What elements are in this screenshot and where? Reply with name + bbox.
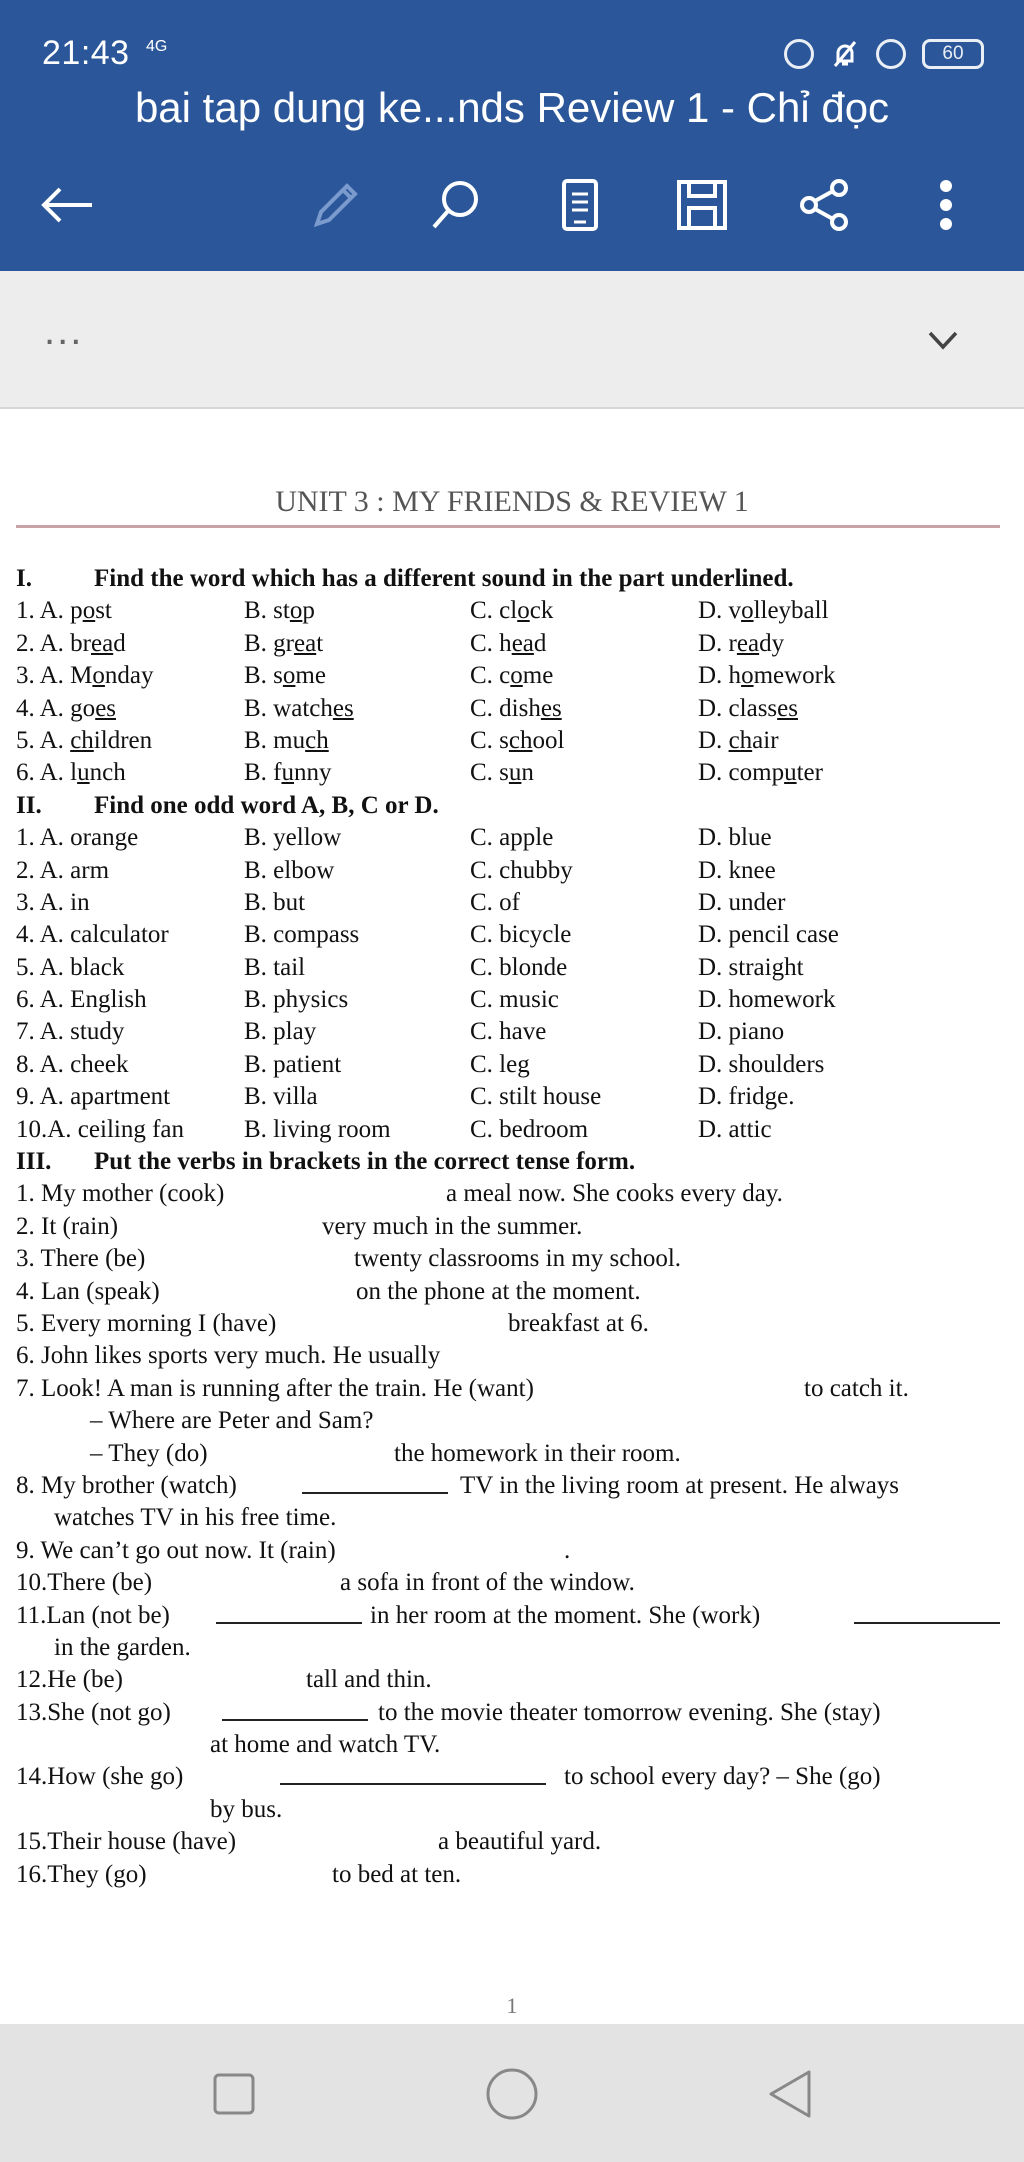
option-d: D. blue (698, 824, 772, 852)
document-title: bai tap dung ke...nds Review 1 - Chỉ đọc (134, 84, 890, 131)
answer-blank[interactable] (280, 1761, 546, 1785)
option-d: D. straight (698, 953, 804, 981)
bell-off-icon (830, 39, 860, 69)
option-c: C. come (470, 662, 554, 690)
data-saver-icon (784, 39, 814, 69)
section-number: III. (16, 1148, 52, 1176)
option-d: D. homework (698, 986, 836, 1014)
option-d: D. attic (698, 1115, 772, 1143)
back-arrow-icon (38, 185, 94, 225)
section-number: I. (16, 565, 32, 592)
option-a: 4. A. goes (16, 694, 117, 722)
option-a: 5. A. children (16, 726, 153, 754)
document-page (0, 409, 1024, 2024)
underlined-sound: es (777, 694, 798, 722)
section-1-heading (16, 563, 1006, 595)
title-divider (16, 525, 1000, 528)
underlined-sound: ch (305, 726, 329, 754)
option-d: D. chair (698, 726, 779, 754)
option-c: C. chubby (470, 856, 573, 884)
question-6: 6. John likes sports very much. He usually (16, 1342, 441, 1370)
section-3-heading (16, 1146, 1006, 1178)
question-8: 8. My brother (watch) TV in the living room at present. He always (16, 1471, 900, 1499)
status-bar (0, 30, 1024, 78)
option-d: D. classes (698, 694, 798, 722)
option-d: D. piano (698, 1018, 785, 1046)
option-b: B. watches (244, 694, 354, 722)
question-row (16, 1081, 1006, 1113)
underlined-sound: u (784, 759, 797, 787)
option-d: D. fridge. (698, 1083, 795, 1111)
question-row (16, 919, 1006, 951)
option-c: C. stilt house (470, 1083, 602, 1111)
option-b: B. much (244, 726, 329, 754)
option-a: 9. A. apartment (16, 1083, 171, 1111)
question-1: 1. My mother (cook) a meal now. She cooks every day. (16, 1180, 783, 1208)
section-title: Find the word which has a different sound in the part underlined. (94, 565, 794, 592)
collapsed-ribbon (0, 271, 1024, 409)
back-triangle-icon (767, 2069, 813, 2119)
underlined-sound: ch (508, 726, 533, 754)
recent-apps-icon (212, 2072, 256, 2116)
status-time: 21:43 (42, 34, 130, 72)
underlined-sound: o (741, 597, 754, 625)
navigation-bar (0, 2024, 1024, 2162)
question-row (16, 952, 1006, 984)
share-button[interactable] (792, 173, 856, 237)
option-b: B. physics (244, 986, 349, 1014)
underlined-sound: ea (511, 629, 534, 657)
edit-button[interactable] (304, 173, 368, 237)
app-bar (0, 0, 1024, 271)
option-a: 3. A. in (16, 888, 90, 916)
question-row (16, 628, 1006, 660)
underlined-sound: ea (91, 629, 114, 657)
underlined-sound: o (510, 662, 523, 690)
option-a: 1. A. orange (16, 824, 139, 852)
option-d: D. knee (698, 856, 776, 884)
question-15: 15.Their house (have) a beautiful yard. (16, 1828, 602, 1856)
question-7: 7. Look! A man is running after the train. He (want) to catch it. (16, 1374, 909, 1402)
option-c: C. dishes (470, 694, 562, 722)
option-d: D. homework (698, 662, 836, 690)
home-icon (485, 2067, 539, 2121)
underlined-sound: ea (736, 629, 760, 657)
more-vert-icon (938, 178, 954, 232)
underlined-sound: o (82, 597, 96, 625)
option-c: C. of (470, 888, 520, 916)
option-d: D. computer (698, 759, 823, 787)
underlined-sound: u (77, 759, 90, 787)
save-icon (675, 178, 729, 232)
option-c: C. leg (470, 1050, 530, 1078)
answer-blank[interactable] (854, 1600, 1000, 1624)
search-icon (428, 177, 484, 233)
option-d: D. pencil case (698, 921, 839, 949)
question-3: 3. There (be) twenty classrooms in my school. (16, 1245, 682, 1273)
option-b: B. play (244, 1018, 317, 1046)
option-a: 6. A. lunch (16, 759, 126, 787)
mobile-view-icon (560, 178, 600, 232)
document-content (16, 563, 1006, 1891)
option-a: 5. A. black (16, 953, 125, 981)
underlined-sound: es (332, 694, 354, 722)
question-row (16, 822, 1006, 854)
section-2-heading (16, 790, 1006, 822)
option-a: 6. A. English (16, 986, 147, 1014)
question-8-cont: watches TV in his free time. (54, 1504, 337, 1532)
option-b: B. yellow (244, 824, 342, 852)
battery-icon: 60 (922, 39, 984, 69)
back-button[interactable] (34, 173, 98, 237)
option-c: C. sun (470, 759, 534, 787)
underlined-sound: es (95, 694, 117, 722)
question-row (16, 725, 1006, 757)
option-c: C. apple (470, 824, 554, 852)
answer-blank[interactable] (216, 1600, 362, 1624)
option-a: 4. A. calculator (16, 921, 169, 949)
option-a: 1. A. post (16, 597, 112, 625)
option-c: C. bicycle (470, 921, 572, 949)
vpn-lock-icon (876, 39, 906, 69)
option-c: C. clock (470, 597, 554, 625)
more-options-button[interactable] (914, 173, 978, 237)
question-14: 14.How (she go) to school every day? – She (go) (16, 1763, 881, 1791)
chevron-down-icon[interactable] (926, 323, 960, 357)
question-5: 5. Every morning I (have) breakfast at 6. (16, 1309, 649, 1337)
question-7-dialog-1: – Where are Peter and Sam? (90, 1407, 374, 1435)
option-a: 8. A. cheek (16, 1050, 129, 1078)
section-number: II. (16, 791, 42, 819)
option-c: C. head (470, 629, 547, 657)
question-13-cont: at home and watch TV. (210, 1731, 441, 1759)
ribbon-more-button[interactable]: ... (44, 309, 84, 353)
option-d: D. ready (698, 629, 785, 657)
question-row (16, 1114, 1006, 1146)
question-9: 9. We can’t go out now. It (rain) . (16, 1536, 571, 1564)
question-row (16, 887, 1006, 919)
option-d: D. volleyball (698, 597, 829, 625)
question-row (16, 984, 1006, 1016)
option-c: C. school (470, 726, 565, 754)
question-12: 12.He (be) tall and thin. (16, 1666, 432, 1694)
option-b: B. tail (244, 953, 306, 981)
question-row (16, 1049, 1006, 1081)
underlined-sound: o (282, 662, 296, 690)
option-b: B. some (244, 662, 326, 690)
answer-blank[interactable] (302, 1470, 448, 1494)
question-4: 4. Lan (speak) on the phone at the moment. (16, 1277, 641, 1305)
underlined-sound: u (281, 759, 294, 787)
page-number: 1 (506, 1993, 518, 2018)
status-icons (784, 34, 984, 74)
option-c: C. bedroom (470, 1115, 589, 1143)
option-b: B. great (244, 629, 324, 657)
option-b: B. but (244, 888, 306, 916)
question-row (16, 855, 1006, 887)
option-d: D. under (698, 888, 786, 916)
toolbar (0, 165, 1024, 245)
share-icon (797, 178, 851, 232)
pen-edit-icon (309, 178, 363, 232)
option-b: B. living room (244, 1115, 391, 1143)
underlined-sound: ch (728, 726, 753, 754)
option-b: B. elbow (244, 856, 335, 884)
question-7-dialog-2: – They (do) the homework in their room. (90, 1439, 681, 1467)
mobile-view-button[interactable] (548, 173, 612, 237)
question-row (16, 595, 1006, 627)
underlined-sound: ea (294, 629, 317, 657)
underlined-sound: o (92, 662, 105, 690)
question-row (16, 1016, 1006, 1048)
option-a: 2. A. bread (16, 629, 126, 657)
unit-title: UNIT 3 : MY FRIENDS & REVIEW 1 (275, 485, 749, 518)
underlined-sound: es (540, 694, 562, 722)
question-row (16, 757, 1006, 789)
option-a: 2. A. arm (16, 856, 110, 884)
question-11: 11.Lan (not be) in her room at the moment. She (work) (16, 1600, 1006, 1632)
option-a: 10.A. ceiling fan (16, 1115, 185, 1143)
underlined-sound: ch (70, 726, 94, 754)
option-b: B. patient (244, 1050, 342, 1078)
section-title: Put the verbs in brackets in the correct tense form. (94, 1148, 636, 1176)
question-2: 2. It (rain) very much in the summer. (16, 1212, 583, 1240)
underlined-sound: u (508, 759, 522, 787)
network-indicator: 4G (146, 38, 168, 55)
question-row (16, 693, 1006, 725)
option-b: B. villa (244, 1083, 318, 1111)
option-b: B. funny (244, 759, 332, 787)
section-title: Find one odd word A, B, C or D. (94, 791, 439, 819)
underlined-sound: o (289, 597, 303, 625)
option-b: B. stop (244, 597, 315, 625)
save-button[interactable] (670, 173, 734, 237)
question-10: 10.There (be) a sofa in front of the window. (16, 1569, 635, 1597)
underlined-sound: o (741, 662, 754, 690)
question-16: 16.They (go) to bed at ten. (16, 1860, 462, 1888)
option-c: C. music (470, 986, 559, 1014)
search-button[interactable] (424, 173, 488, 237)
question-11-cont: in the garden. (54, 1633, 191, 1661)
question-row (16, 660, 1006, 692)
question-13: 13.She (not go) to the movie theater tomorrow evening. She (stay) (16, 1698, 881, 1726)
option-a: 7. A. study (16, 1018, 125, 1046)
question-14-cont: by bus. (210, 1795, 283, 1823)
option-c: C. have (470, 1018, 547, 1046)
option-a: 3. A. Monday (16, 662, 154, 690)
option-b: B. compass (244, 921, 360, 949)
back-nav-button[interactable] (760, 2064, 820, 2124)
home-button[interactable] (482, 2064, 542, 2124)
answer-blank[interactable] (222, 1697, 368, 1721)
underlined-sound: o (517, 597, 530, 625)
option-c: C. blonde (470, 953, 568, 981)
option-d: D. shoulders (698, 1050, 825, 1078)
recent-apps-button[interactable] (204, 2064, 264, 2124)
